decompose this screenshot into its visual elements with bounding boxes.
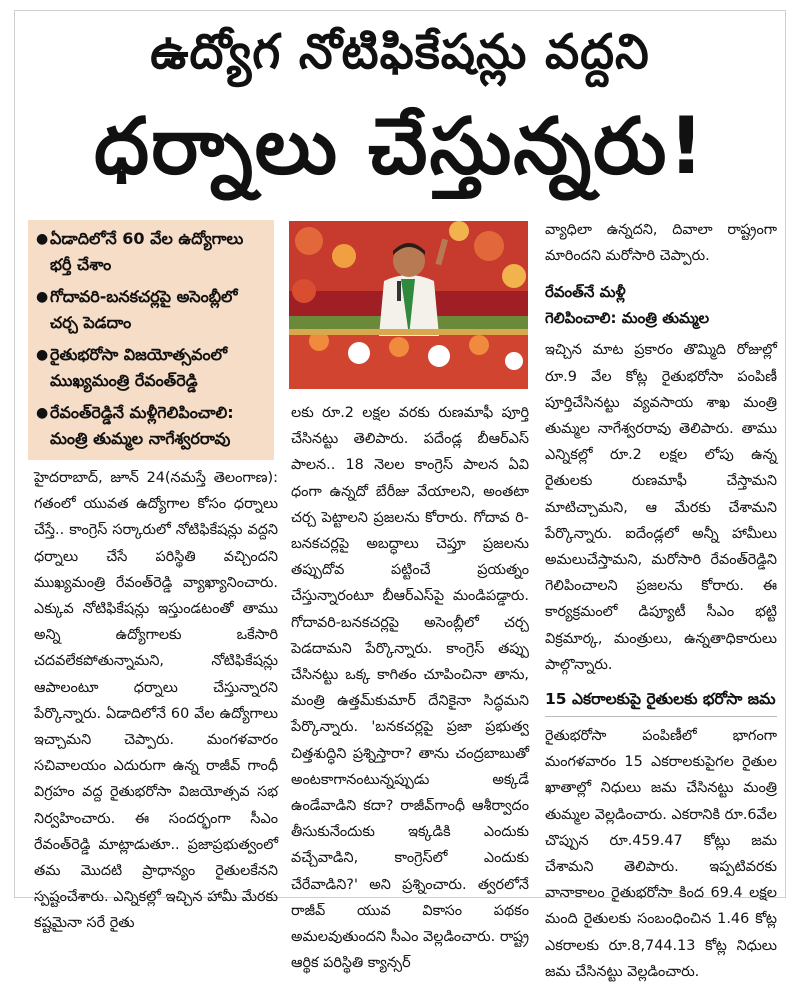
article-column-1 [34, 465, 278, 937]
article-text: హైదరాబాద్, జూన్ 24(నమస్తే తెలంగాణ): గతంలో యువత ఉద్యోగాల కోసం ధర్నాలు చేస్తే.. కాంగ్రెస్ సర్కారులో నోటిఫికేషన్లు వద్దని ధర్నాలు చేసే పరిస్థితి వచ్చిందని ముఖ్యమంత్రి రేవంత్‌రెడ్డి వ్యాఖ్యానించారు. ఎక్కువ నోటిఫికేషన్లు ఇస్తుండటంతో తాము అన్ని ఉద్యోగాలకు ఒకేసారి చదవలేకపోతున్నామని, నోటిఫికేషన్లు ఆపాలంటూ ధర్నాలు చేస్తున్నారని పేర్కొన్నారు. ఏడాదిలోనే 60 వేల ఉద్యోగాలు ఇచ్చామని చెప్పారు. మంగళవారం సచివాలయం ఎదురుగా ఉన్న రాజీవ్ గాంధీ విగ్రహం వద్ద రైతుభరోసా విజయోత్సవ సభ నిర్వహించారు. ఈ సందర్భంగా సీఎం రేవంత్‌రెడ్డి మాట్లాడుతూ.. ప్రజాప్రభుత్వంలో తమ మొదటి ప్రాధాన్యం రైతులకేనని స్పష్టంచేశారు. ఎన్నికల్లో ఇచ్చిన హామీ మేరకు కష్టమైనా సరే రైతు [34, 470, 278, 932]
bullet-icon: ● [36, 289, 49, 305]
highlights-box [28, 220, 274, 460]
bullet-icon: ● [36, 347, 49, 363]
highlight-text: గోదావరి-బనకచర్లపై అసెంబ్లీలో చర్చ పెడదాం [50, 287, 238, 332]
headline-line2: ధర్నాలు చేస్తున్నరు! [94, 102, 706, 192]
highlight-text: ఏడాదిలోనే 60 వేల ఉద్యోగాలు భర్తీ చేశాం [50, 229, 244, 274]
article-text: ఇచ్చిన మాట ప్రకారం తొమ్మిది రోజుల్లో రూ.9 వేల కోట్ల రైతుభరోసా పంపిణీ పూర్తిచేసినట్టు వ్యవసాయ శాఖ మంత్రి తుమ్మల నాగేశ్వరరావు తెలిపారు. తాము ఎన్నికల్లో రూ.2 లక్షల లోపు ఉన్న రైతులకు రుణమాఫీ చేస్తామని మాటిచ్చామని, ఆ మేరకు చేశామని పేర్కొన్నారు. ఐదేండ్లలో అన్నీ హామీలు అమలుచేస్తామని, మరోసారి రేవంత్‌రెడ్డిని గెలిపించాలని ప్రజలను కోరారు. ఈ కార్యక్రమంలో డిప్యూటీ సీఎం భట్టి విక్రమార్క, మంత్రులు, ఉన్నతాధికారులు పాల్గొన్నారు. [545, 342, 777, 673]
highlight-item [36, 400, 268, 452]
article-text: వ్యాధిలా ఉన్నదని, దివాలా రాష్ట్రంగా మారిందని మరోసారి చెప్పారు. [545, 222, 777, 265]
highlight-item [36, 284, 268, 336]
subheading-line: రేవంత్‌నే మళ్లీ [545, 283, 626, 302]
bullet-icon: ● [36, 231, 49, 247]
highlight-text: రైతుభరోసా విజయోత్సవంలో ముఖ్యమంత్రి రేవంత్‌రెడ్డి [50, 345, 228, 390]
highlight-item [36, 226, 268, 278]
article-column-3 [545, 217, 777, 985]
subheading: 15 ఎకరాలకుపై రైతులకు భరోసా జమ [545, 686, 777, 717]
highlight-text: రేవంత్‌రెడ్డినే మళ్లీగెలిపించాలి: మంత్రి తుమ్మల నాగేశ్వరరావు [50, 403, 234, 448]
bullet-icon: ● [36, 405, 49, 421]
article-column-2 [291, 400, 529, 976]
speaker-photo-icon [289, 221, 528, 389]
speaker-photo [289, 221, 528, 389]
subheading-line: గెలిపించాలి: మంత్రి తుమ్మల [545, 309, 710, 328]
headline-line1: ఉద్యోగ నోటిఫికేషన్లు వద్దని [150, 24, 650, 80]
highlight-item [36, 342, 268, 394]
subheading [545, 279, 777, 331]
article-text: లకు రూ.2 లక్షల వరకు రుణమాఫీ పూర్తి చేసినట్టు తెలిపారు. పదేండ్ల బీఆర్‌ఎస్ పాలన.. 18 నెలల కాంగ్రెస్ పాలన ఏవి ధంగా ఉన్నదో బేరీజు వేయాలని, అంతటా చర్చ పెట్టాలని ప్రజలను కోరారు. గోదావ రి-బనకచర్లపై అబద్ధాలు చెప్తూ ప్రజలను తప్పుదోవ పట్టించే ప్రయత్నం చేస్తున్నారంటూ బీఆర్‌ఎస్‌పై మండిపడ్డారు. గోదావరి-బనకచర్లపై అసెంబ్లీలో చర్చ పెడదామని పేర్కొన్నారు. కాంగ్రెస్ తప్పు చేసినట్టు ఒక్క కాగితం చూపించినా తాను, మంత్రి ఉత్తమ్‌కుమార్ దేనికైనా సిద్ధమని పేర్కొన్నారు. 'బనకచర్లపై ప్రజా ప్రభుత్వ చిత్తశుద్ధిని ప్రశ్నిస్తారా? తాను చంద్రబాబుతో అంటకాగానంటున్నప్పుడు అక్కడే ఉండేవాడిని కదా? రాజీవ్‌గాంధీ ఆశీర్వాదం తీసుకునేందుకు ఇక్కడికి ఎందుకు వచ్చేవాడిని, కాంగ్రెస్‌లో ఎందుకు చేరేవాడిని?' అని ప్రశ్నించారు. త్వరలోనే రాజీవ్ యువ వికాసం పథకం అమలవుతుందని సీఎం వెల్లడించారు. రాష్ట్ర ఆర్థిక పరిస్థితి క్యాన్సర్ [291, 405, 529, 972]
article-text: రైతుభరోసా పంపిణీలో భాగంగా మంగళవారం 15 ఎకరాలకుపైగల రైతుల ఖాతాల్లో నిధులు జమ చేసినట్టు మంత్రి తుమ్మల వెల్లడించారు. ఎకరానికి రూ.6వేల చొప్పున రూ.459.47 కోట్లు జమ చేశామని తెలిపారు. ఇప్పటివరకు వానాకాలం రైతుభరోసా కింద 69.4 లక్షల మంది రైతులకు సంబంధించిన 1.46 కోట్ల ఎకరాలకు రూ.8,744.13 కోట్ల నిధులు జమ చేసినట్టు వెల్లడించారు. [545, 728, 777, 980]
